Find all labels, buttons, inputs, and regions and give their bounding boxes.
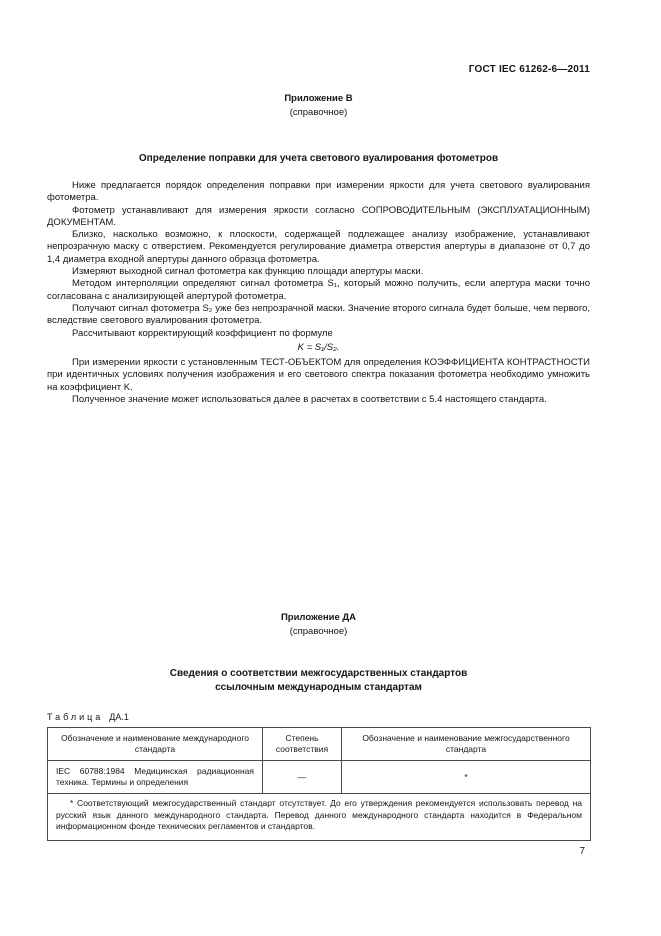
table-cell-interstate: * bbox=[342, 761, 591, 794]
appendix-da-label: Приложение ДА bbox=[280, 612, 357, 623]
paragraph: При измерении яркости с установленным ТЕСТ-ОБЪЕКТОМ для определения КОЭФФИЦИЕНТА КОНТРАСТНОСТИ при идентичных условиях получения изображения и его светового спектра показания фотометра необходимо умножить на коэффициент K. bbox=[47, 357, 590, 393]
paragraph: Фотометр устанавливают для измерения яркости согласно СОПРОВОДИТЕЛЬНЫМ (ЭКСПЛУАТАЦИОННЫМ) ДОКУМЕНТАМ. bbox=[47, 204, 590, 228]
table-header-degree: Степень соответствия bbox=[263, 728, 342, 761]
table-row bbox=[48, 761, 591, 794]
table-caption bbox=[47, 712, 129, 722]
page-number: 7 bbox=[579, 846, 585, 857]
table-cell-standard: IEC 60788:1984 Медицинская радиационная техника. Термины и определения bbox=[48, 761, 263, 794]
table-header-row bbox=[48, 728, 591, 761]
table-footnote: * Соответствующий межгосударственный стандарт отсутствует. До его утверждения рекомендуется использовать перевод на русский язык данного международного стандарта. Перевод данного международного стандарта находится в Федеральном информационном фонде технических регламентов и стандартов. bbox=[48, 794, 591, 841]
paragraph: Получают сигнал фотометра S₂ уже без непрозрачной маски. Значение второго сигнала будет больше, чем первого, вследствие светового вуалирования фотометра. bbox=[47, 302, 590, 327]
paragraph: Близко, насколько возможно, к плоскости, содержащей подлежащее анализу изображение, устанавливают непрозрачную маску с отверстием. Рекомендуется регулирование диаметра отверстия апертуры в диапазоне от 0,7 до 1,4 диаметра входной апертуры данного образца фотометра. bbox=[47, 229, 590, 265]
appendix-da-heading-line2: ссылочным международным стандартам bbox=[215, 681, 422, 693]
paragraph: Ниже предлагается порядок определения поправки при измерении яркости для учета светового вуалирования фотометра. bbox=[47, 180, 590, 204]
table-caption-word: Таблица bbox=[47, 712, 104, 722]
table-caption-number: ДА.1 bbox=[109, 712, 129, 722]
appendix-da-heading bbox=[47, 667, 590, 694]
table-header-interstate: Обозначение и наименование межгосударственного стандарта bbox=[342, 728, 591, 761]
appendix-da-heading-line1: Сведения о соответствии межгосударственных стандартов bbox=[169, 668, 468, 679]
paragraph: Рассчитывают корректирующий коэффициент по формуле bbox=[72, 327, 333, 339]
table-footnote-row bbox=[48, 794, 591, 841]
paragraph: Полученное значение может использоваться далее в расчетах в соответствии с 5.4 настоящего стандарта. bbox=[72, 394, 547, 406]
table-cell-degree: — bbox=[263, 761, 342, 794]
appendix-b-sublabel: (справочное) bbox=[289, 106, 348, 118]
table-header-international: Обозначение и наименование международного стандарта bbox=[48, 728, 263, 761]
appendix-b-label: Приложение В bbox=[284, 93, 353, 104]
correspondence-table bbox=[47, 727, 591, 841]
paragraph: Измеряют выходной сигнал фотометра как функцию площади апертуры маски. bbox=[72, 266, 424, 278]
appendix-da-sublabel: (справочное) bbox=[289, 625, 348, 637]
appendix-b-body bbox=[47, 180, 590, 406]
appendix-b-head bbox=[47, 92, 590, 119]
paragraph: Методом интерполяции определяют сигнал фотометра S₁, который можно получить, если апертура маски точно согласована с анализирующей апертурой фотометра. bbox=[47, 278, 590, 302]
appendix-da-head bbox=[47, 611, 590, 638]
doc-number: ГОСТ IEC 61262-6—2011 bbox=[468, 64, 590, 75]
correction-formula: K = S₁/S₂. bbox=[297, 341, 340, 353]
appendix-b-heading: Определение поправки для учета светового вуалирования фотометров bbox=[138, 153, 499, 164]
